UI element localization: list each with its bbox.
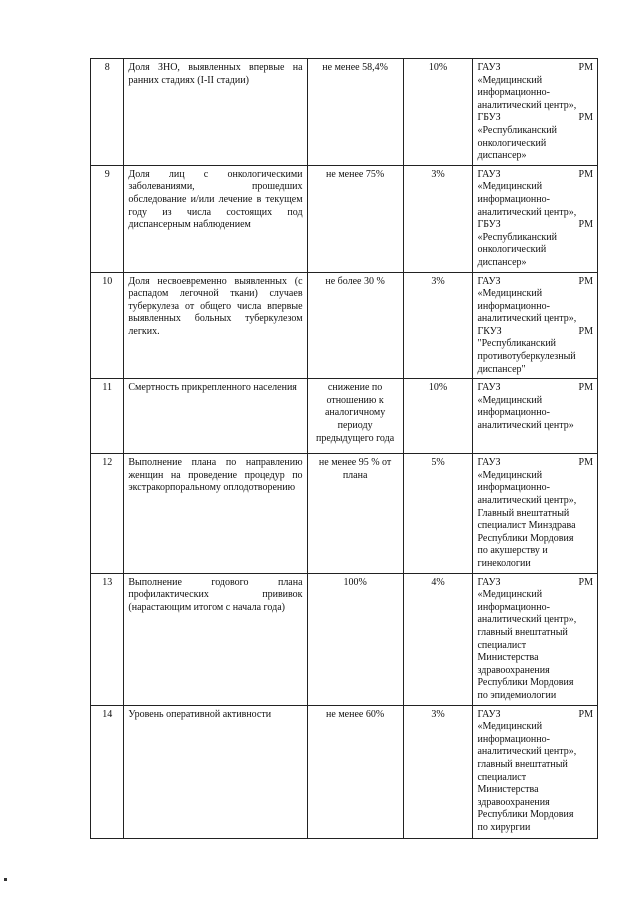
weight-cell: 10% bbox=[403, 379, 473, 454]
org-word: РМ bbox=[578, 62, 593, 73]
org-line: информационно- bbox=[477, 87, 550, 99]
org-line: главный внештатный bbox=[477, 758, 568, 770]
org-line: «Медицинский bbox=[477, 181, 543, 193]
indicator-cell: Выполнение годового плана профилактических прививок (нарастающим итогом с начала года) bbox=[124, 573, 307, 705]
org-word: РМ bbox=[578, 576, 593, 588]
org-line: «Республиканский bbox=[477, 231, 557, 243]
org-line: диспансер» bbox=[477, 150, 527, 162]
org-line: аналитический центр», bbox=[477, 495, 577, 507]
table-row bbox=[91, 573, 598, 705]
table-row bbox=[91, 454, 598, 573]
target-value-cell: 100% bbox=[307, 573, 403, 705]
org-line: аналитический центр», bbox=[477, 614, 577, 626]
indicator-cell: Доля несвоевременно выявленных (с распадом легочной ткани) случаев туберкулеза от общего числа впервые выявленных больных туберкулезом легких. bbox=[124, 272, 307, 379]
org-line: «Медицинский bbox=[477, 74, 543, 86]
org-word: РМ bbox=[578, 457, 593, 469]
org-line: гинекологии bbox=[477, 558, 531, 569]
responsible-org-cell bbox=[473, 573, 598, 705]
org-line: информационно- bbox=[477, 601, 550, 613]
target-value-cell: снижение по отношению к аналогичному периоду предыдущего года bbox=[307, 379, 403, 454]
org-line: аналитический центр», bbox=[477, 313, 577, 325]
org-line: Республики Мордовия bbox=[477, 532, 574, 544]
org-line: аналитический центр», bbox=[477, 99, 577, 111]
org-word: ГАУЗ bbox=[477, 382, 501, 394]
org-line bbox=[477, 382, 593, 395]
row-number-cell: 12 bbox=[91, 454, 124, 573]
weight-cell: 3% bbox=[403, 272, 473, 379]
org-line: онкологический bbox=[477, 244, 547, 256]
org-line: информационно- bbox=[477, 733, 550, 745]
row-number-cell: 13 bbox=[91, 573, 124, 705]
row-number-cell: 10 bbox=[91, 272, 124, 379]
org-line: по эпидемиологии bbox=[477, 689, 557, 701]
org-line: Министерства bbox=[477, 652, 539, 664]
org-word: ГАУЗ bbox=[477, 168, 501, 180]
org-line bbox=[477, 219, 593, 232]
weight-cell: 3% bbox=[403, 705, 473, 838]
org-word: ГАУЗ bbox=[477, 62, 501, 73]
org-word: РМ bbox=[578, 275, 593, 287]
org-line: Республики Мордовия bbox=[477, 809, 574, 821]
org-word: РМ bbox=[578, 325, 593, 337]
indicator-cell: Доля ЗНО, выявленных впервые на ранних стадиях (I-II стадии) bbox=[124, 59, 307, 166]
weight-cell: 10% bbox=[403, 59, 473, 166]
org-line: специалист bbox=[477, 771, 527, 783]
row-number-cell: 14 bbox=[91, 705, 124, 838]
table-row bbox=[91, 59, 598, 166]
org-line: «Медицинский bbox=[477, 288, 543, 300]
org-word: РМ bbox=[578, 708, 593, 720]
org-line: специалист Минздрава bbox=[477, 520, 576, 532]
org-word: ГАУЗ bbox=[477, 275, 501, 287]
org-line bbox=[477, 276, 593, 289]
row-number-cell: 9 bbox=[91, 165, 124, 272]
row-number-cell: 11 bbox=[91, 379, 124, 454]
scan-speck bbox=[4, 878, 7, 881]
responsible-org-cell bbox=[473, 165, 598, 272]
org-line: аналитический центр» bbox=[477, 420, 574, 432]
org-word: ГАУЗ bbox=[477, 576, 501, 588]
org-word: ГБУЗ bbox=[477, 112, 501, 124]
responsible-org-cell bbox=[473, 379, 598, 454]
table-row bbox=[91, 379, 598, 454]
org-word: РМ bbox=[578, 168, 593, 180]
org-line: «Медицинский bbox=[477, 394, 543, 406]
table-row bbox=[91, 705, 598, 838]
org-line: здравоохранения bbox=[477, 796, 550, 808]
org-line: Министерства bbox=[477, 784, 539, 796]
org-line: Республики Мордовия bbox=[477, 677, 574, 689]
org-line: «Медицинский bbox=[477, 721, 543, 733]
org-line: аналитический центр», bbox=[477, 206, 577, 218]
responsible-org-cell bbox=[473, 705, 598, 838]
indicator-cell: Уровень оперативной активности bbox=[124, 705, 307, 838]
indicator-cell: Смертность прикрепленного населения bbox=[124, 379, 307, 454]
org-word: ГАУЗ bbox=[477, 708, 501, 720]
org-line: информационно- bbox=[477, 407, 550, 419]
org-line: аналитический центр», bbox=[477, 746, 577, 758]
org-word: ГКУЗ bbox=[477, 325, 502, 337]
org-line: «Медицинский bbox=[477, 589, 543, 601]
org-line bbox=[477, 326, 593, 339]
org-line: информационно- bbox=[477, 300, 550, 312]
weight-cell: 5% bbox=[403, 454, 473, 573]
target-value-cell: не менее 58,4% bbox=[307, 59, 403, 166]
target-value-cell: не более 30 % bbox=[307, 272, 403, 379]
indicator-cell: Доля лиц с онкологическими заболеваниями, прошедших обследование и/или лечение в текущем году из числа состоящих под диспансерным наблюдением bbox=[124, 165, 307, 272]
org-line: диспансер» bbox=[477, 256, 527, 268]
org-line bbox=[477, 62, 593, 75]
org-line: противотуберкулезный bbox=[477, 351, 576, 363]
target-value-cell: не менее 95 % от плана bbox=[307, 454, 403, 573]
weight-cell: 4% bbox=[403, 573, 473, 705]
org-line: Главный внештатный bbox=[477, 507, 570, 519]
target-value-cell: не менее 60% bbox=[307, 705, 403, 838]
row-number-cell: 8 bbox=[91, 59, 124, 166]
weight-cell: 3% bbox=[403, 165, 473, 272]
responsible-org-cell bbox=[473, 59, 598, 166]
indicators-table bbox=[90, 58, 598, 839]
org-line bbox=[477, 577, 593, 590]
org-line: здравоохранения bbox=[477, 664, 550, 676]
org-line: по хирургии bbox=[477, 821, 531, 833]
indicators-table-body bbox=[91, 59, 598, 839]
responsible-org-cell bbox=[473, 454, 598, 573]
org-word: РМ bbox=[578, 382, 593, 394]
org-line: онкологический bbox=[477, 137, 547, 149]
org-line: диспансер" bbox=[477, 363, 526, 375]
org-word: РМ bbox=[578, 219, 593, 231]
org-line bbox=[477, 709, 593, 722]
table-row bbox=[91, 272, 598, 379]
org-word: ГБУЗ bbox=[477, 219, 501, 231]
org-line: главный внештатный bbox=[477, 626, 568, 638]
org-line: по акушерству и bbox=[477, 545, 548, 557]
indicator-cell: Выполнение плана по направлению женщин на проведение процедур по экстракорпоральному оплодотворению bbox=[124, 454, 307, 573]
org-line: информационно- bbox=[477, 482, 550, 494]
org-line bbox=[477, 169, 593, 182]
org-line: информационно- bbox=[477, 193, 550, 205]
org-line: "Республиканский bbox=[477, 338, 557, 350]
org-word: ГАУЗ bbox=[477, 457, 501, 469]
responsible-org-cell bbox=[473, 272, 598, 379]
org-line: «Республиканский bbox=[477, 124, 557, 136]
org-line bbox=[477, 457, 593, 470]
org-word: РМ bbox=[578, 112, 593, 124]
org-line: «Медицинский bbox=[477, 469, 543, 481]
target-value-cell: не менее 75% bbox=[307, 165, 403, 272]
table-row bbox=[91, 165, 598, 272]
org-line bbox=[477, 112, 593, 125]
org-line: специалист bbox=[477, 639, 527, 651]
